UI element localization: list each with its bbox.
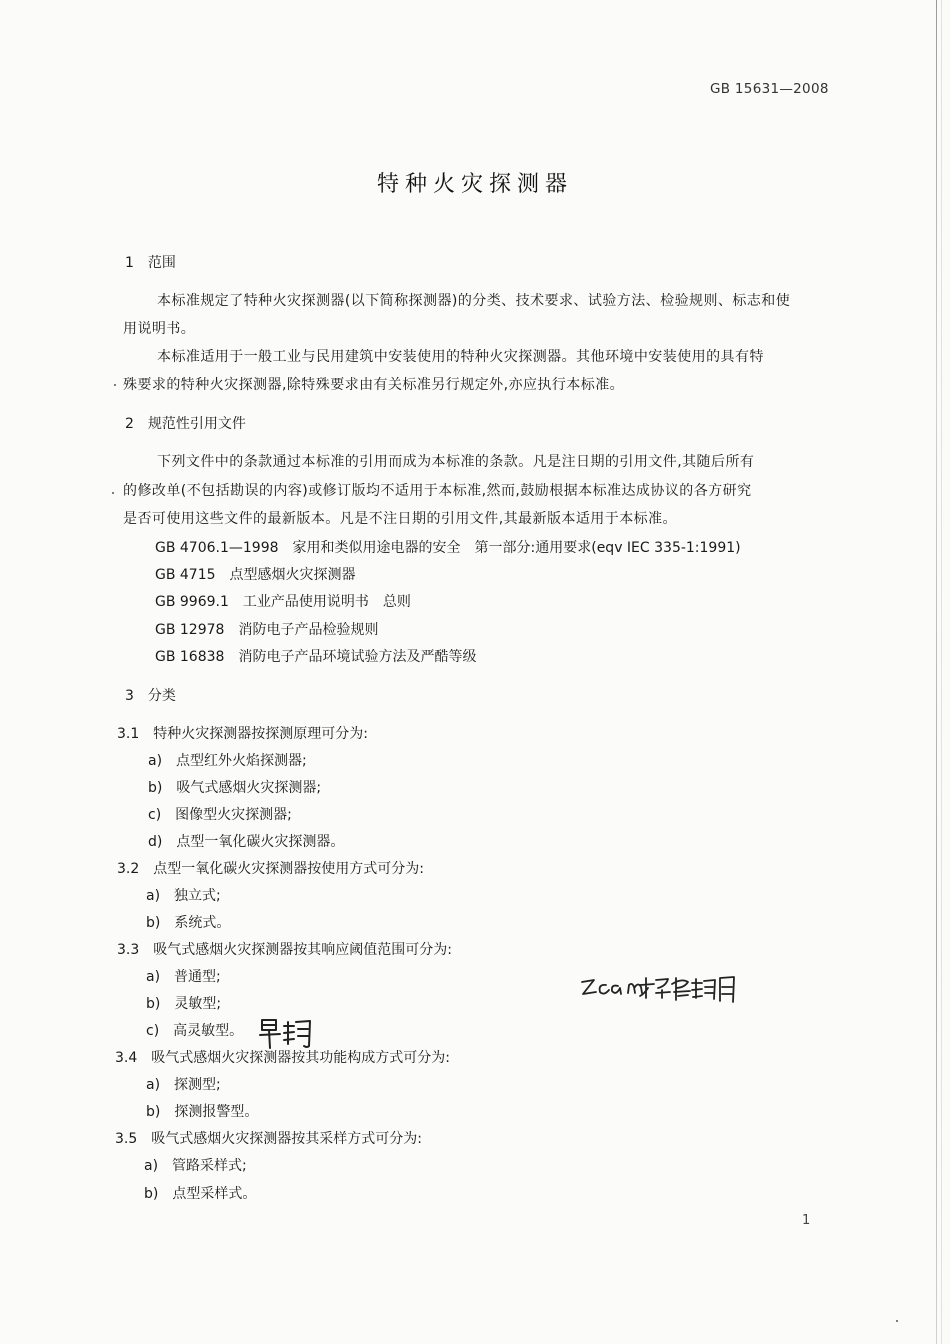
clause-3-2: 3.2 点型一氧化碳火灾探测器按使用方式可分为: xyxy=(117,861,424,877)
s1-paragraph2-line2: 殊要求的特种火灾探测器,除特殊要求由有关标准另行规定外,亦应执行本标准。 xyxy=(123,377,625,393)
handwritten-note-inline xyxy=(256,1016,320,1050)
list-item: a) 探测型; xyxy=(146,1077,221,1093)
scan-speck xyxy=(114,384,116,386)
scan-speck xyxy=(896,1320,898,1322)
section-1-heading: 1 范围 xyxy=(125,255,176,271)
list-item: d) 点型一氧化碳火灾探测器。 xyxy=(148,834,345,850)
section-3-heading: 3 分类 xyxy=(125,688,176,704)
clause-3-4: 3.4 吸气式感烟火灾探测器按其功能构成方式可分为: xyxy=(115,1050,450,1066)
scan-edge-line-faint xyxy=(941,0,942,1344)
list-item: b) 点型采样式。 xyxy=(144,1186,257,1202)
clause-3-5: 3.5 吸气式感烟火灾探测器按其采样方式可分为: xyxy=(115,1131,422,1147)
s2-paragraph-line2: 的修改单(不包括勘误的内容)或修订版均不适用于本标准,然而,鼓励根据本标准达成协议的各方研究 xyxy=(123,483,752,499)
scan-edge-line xyxy=(936,0,937,1344)
document-title: 特种火灾探测器 xyxy=(376,172,573,197)
list-item: a) 管路采样式; xyxy=(144,1158,247,1174)
clause-3-1: 3.1 特种火灾探测器按探测原理可分为: xyxy=(117,726,368,742)
page-number: 1 xyxy=(802,1213,811,1228)
scan-speck xyxy=(112,492,114,494)
list-item: b) 灵敏型; xyxy=(146,996,222,1012)
list-item: c) 图像型火灾探测器; xyxy=(148,807,292,823)
reference-item: GB 4706.1—1998 家用和类似用途电器的安全 第一部分:通用要求(eqv IEC 335-1:1991) xyxy=(155,540,741,556)
list-item: a) 普通型; xyxy=(146,969,221,985)
s1-paragraph2-line1: 本标准适用于一般工业与民用建筑中安装使用的特种火灾探测器。其他环境中安装使用的具有特 xyxy=(157,349,764,365)
reference-item: GB 16838 消防电子产品环境试验方法及严酷等级 xyxy=(155,649,477,665)
list-item: b) 探测报警型。 xyxy=(146,1104,259,1120)
section-2-heading: 2 规范性引用文件 xyxy=(125,416,246,432)
reference-item: GB 9969.1 工业产品使用说明书 总则 xyxy=(155,594,411,610)
s2-paragraph-line1: 下列文件中的条款通过本标准的引用而成为本标准的条款。凡是注日期的引用文件,其随后所有 xyxy=(157,454,755,470)
reference-item: GB 4715 点型感烟火灾探测器 xyxy=(155,567,356,583)
list-item: b) 系统式。 xyxy=(146,915,231,931)
list-item: a) 独立式; xyxy=(146,888,221,904)
s1-paragraph1-line1: 本标准规定了特种火灾探测器(以下简称探测器)的分类、技术要求、试验方法、检验规则、标志和使 xyxy=(157,293,791,309)
s2-paragraph-line3: 是否可使用这些文件的最新版本。凡是不注日期的引用文件,其最新版本适用于本标准。 xyxy=(123,511,677,527)
clause-3-3: 3.3 吸气式感烟火灾探测器按其响应阈值范围可分为: xyxy=(117,942,452,958)
list-item: b) 吸气式感烟火灾探测器; xyxy=(148,780,322,796)
s1-paragraph1-line2: 用说明书。 xyxy=(123,321,196,337)
reference-item: GB 12978 消防电子产品检验规则 xyxy=(155,622,379,638)
list-item: a) 点型红外火焰探测器; xyxy=(148,753,307,769)
standard-code: GB 15631—2008 xyxy=(710,81,829,97)
list-item: c) 高灵敏型。 xyxy=(146,1023,244,1039)
handwritten-note-right xyxy=(578,968,748,1010)
